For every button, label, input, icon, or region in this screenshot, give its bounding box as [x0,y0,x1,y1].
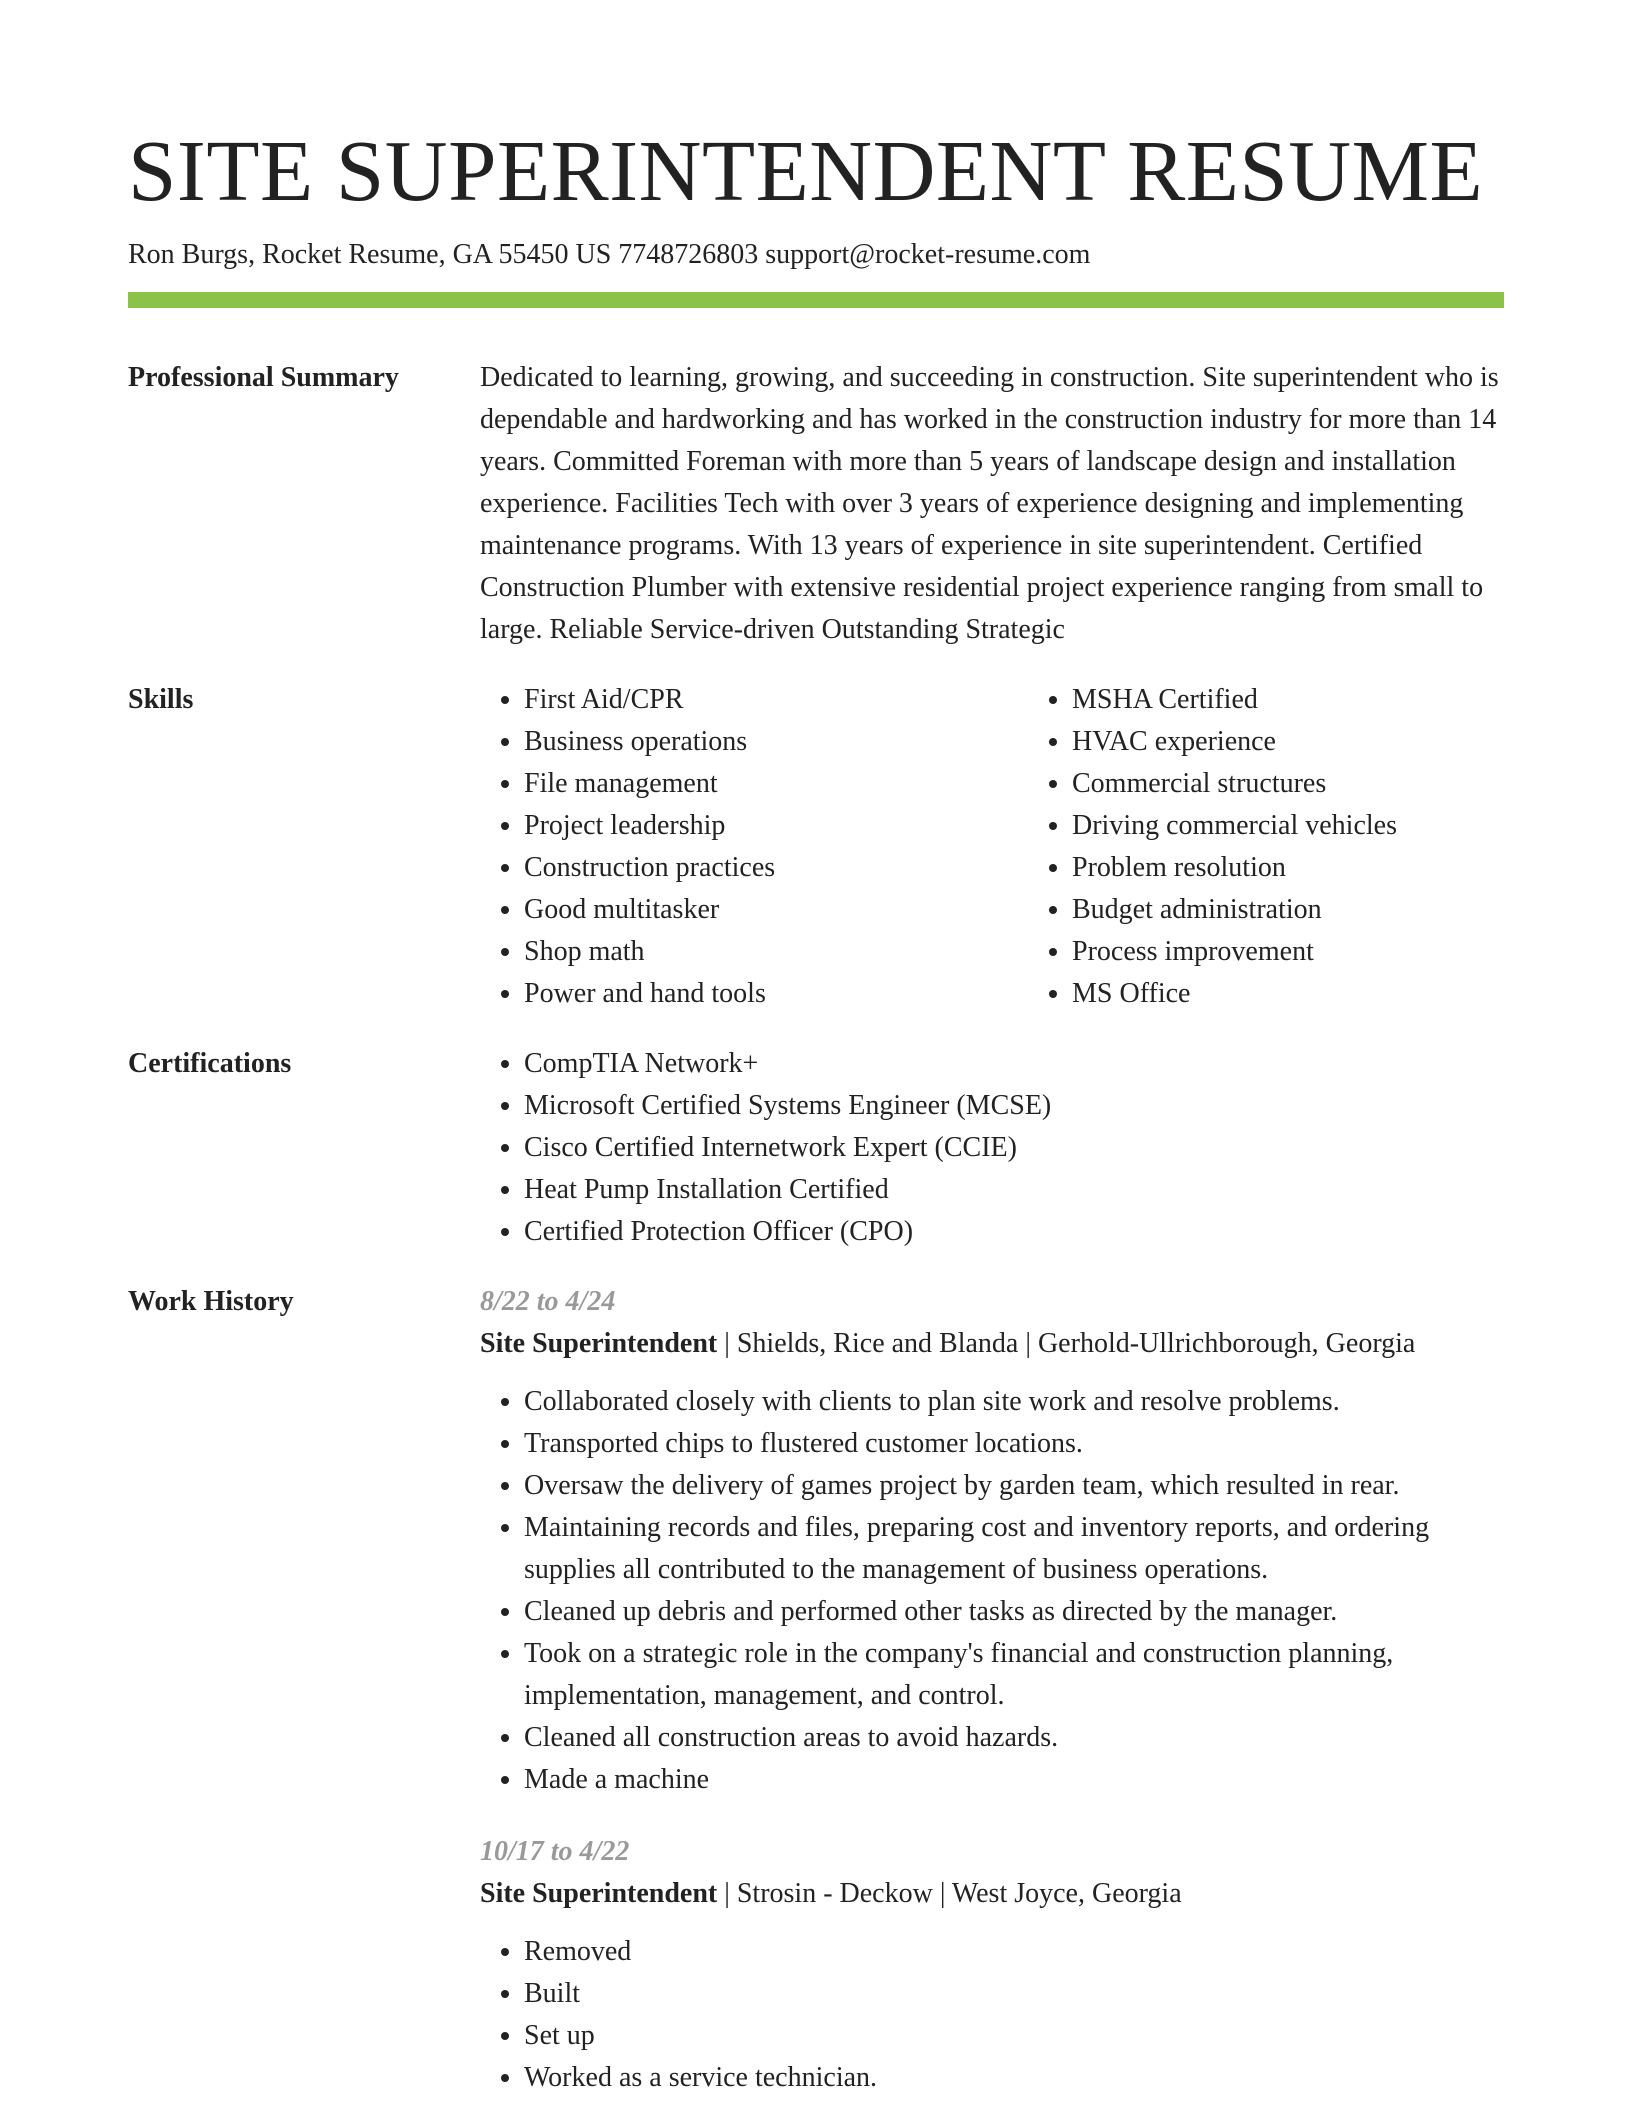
job-bullet: • Collaborated closely with clients to plan site work and resolve problems. [524,1381,1504,1423]
section-label-skills: Skills [128,684,194,715]
job-details: | Strosin - Deckow | West Joyce, Georgia [717,1878,1182,1909]
skill-item: • File management [524,763,1028,805]
job-bullet: • Cleaned all construction areas to avoid hazards. [524,1717,1504,1759]
resume-title: SITE SUPERINTENDENT RESUME [128,122,1484,219]
skill-item: • Process improvement [1072,931,1576,973]
job-dates: 10/17 to 4/22 [480,1836,630,1867]
certification-item: • Cisco Certified Internetwork Expert (CCIE) [524,1127,1504,1169]
job-entry [480,1831,1504,2099]
job-bullet: • Maintaining records and files, preparing cost and inventory reports, and ordering supplies all contributed to the management of business operations. [524,1507,1504,1591]
certifications-list [480,1043,1504,1253]
summary-section [128,360,1504,651]
job-details: | Shields, Rice and Blanda | Gerhold-Ullrichborough, Georgia [717,1328,1416,1359]
skill-item: • Driving commercial vehicles [1072,805,1576,847]
job-bullet: • Transported chips to flustered customer locations. [524,1423,1504,1465]
skill-item: • Commercial structures [1072,763,1576,805]
job-bullet: • Built [524,1973,1504,2015]
job-bullet: • Cleaned up debris and performed other tasks as directed by the manager. [524,1591,1504,1633]
certification-item: • Certified Protection Officer (CPO) [524,1211,1504,1253]
skills-list-left [480,679,1028,1015]
job-bullet: • Removed [524,1931,1504,1973]
skill-item: • Problem resolution [1072,847,1576,889]
section-label-summary: Professional Summary [128,362,399,393]
certifications-section [128,1046,1504,1253]
job-bullet-list [480,1931,1504,2099]
skill-item: • Good multitasker [524,889,1028,931]
summary-text: Dedicated to learning, growing, and succeeding in construction. Site superintendent who is dependable and hardworking and has worked in the construction industry for more than 14 years. Committed Foreman with more than 5 years of landscape design and installation experience. Facilities Tech with over 3 years of experience designing and implementing maintenance programs. With 13 years of experience in site superintendent. Certified Construction Plumber with extensive residential project experience ranging from small to large. Reliable Service-driven Outstanding Strategic [480,362,1499,645]
skill-item: • First Aid/CPR [524,679,1028,721]
job-bullet: • Took on a strategic role in the company's financial and construction planning, implementation, management, and control. [524,1633,1504,1717]
work-history-section [128,1284,1504,2099]
job-title: Site Superintendent [480,1878,718,1909]
job-dates: 8/22 to 4/24 [480,1286,616,1317]
skill-item: • Project leadership [524,805,1028,847]
skill-item: • Budget administration [1072,889,1576,931]
job-entry [480,1281,1504,1801]
skill-item: • Business operations [524,721,1028,763]
job-heading [480,1323,1504,1365]
accent-divider [128,292,1504,308]
resume-page [128,0,1504,2099]
section-label-certifications: Certifications [128,1048,292,1079]
skill-item: • HVAC experience [1072,721,1576,763]
job-bullet-list [480,1381,1504,1801]
skills-list-right [1028,679,1576,1015]
skill-item: • MSHA Certified [1072,679,1576,721]
skill-item: • Construction practices [524,847,1028,889]
certification-item: • Heat Pump Installation Certified [524,1169,1504,1211]
job-bullet: • Worked as a service technician. [524,2057,1504,2099]
skills-section [128,682,1504,1015]
job-title: Site Superintendent [480,1328,718,1359]
job-bullet: • Made a machine [524,1759,1504,1801]
section-label-work-history: Work History [128,1286,294,1317]
skill-item: • MS Office [1072,973,1576,1015]
job-bullet: • Oversaw the delivery of games project by garden team, which resulted in rear. [524,1465,1504,1507]
skill-item: • Power and hand tools [524,973,1028,1015]
contact-line: Ron Burgs, Rocket Resume, GA 55450 US 7748726803 support@rocket-resume.com [128,239,1091,270]
job-bullet: • Set up [524,2015,1504,2057]
skill-item: • Shop math [524,931,1028,973]
certification-item: • Microsoft Certified Systems Engineer (MCSE) [524,1085,1504,1127]
certification-item: • CompTIA Network+ [524,1043,1504,1085]
job-heading [480,1873,1504,1915]
